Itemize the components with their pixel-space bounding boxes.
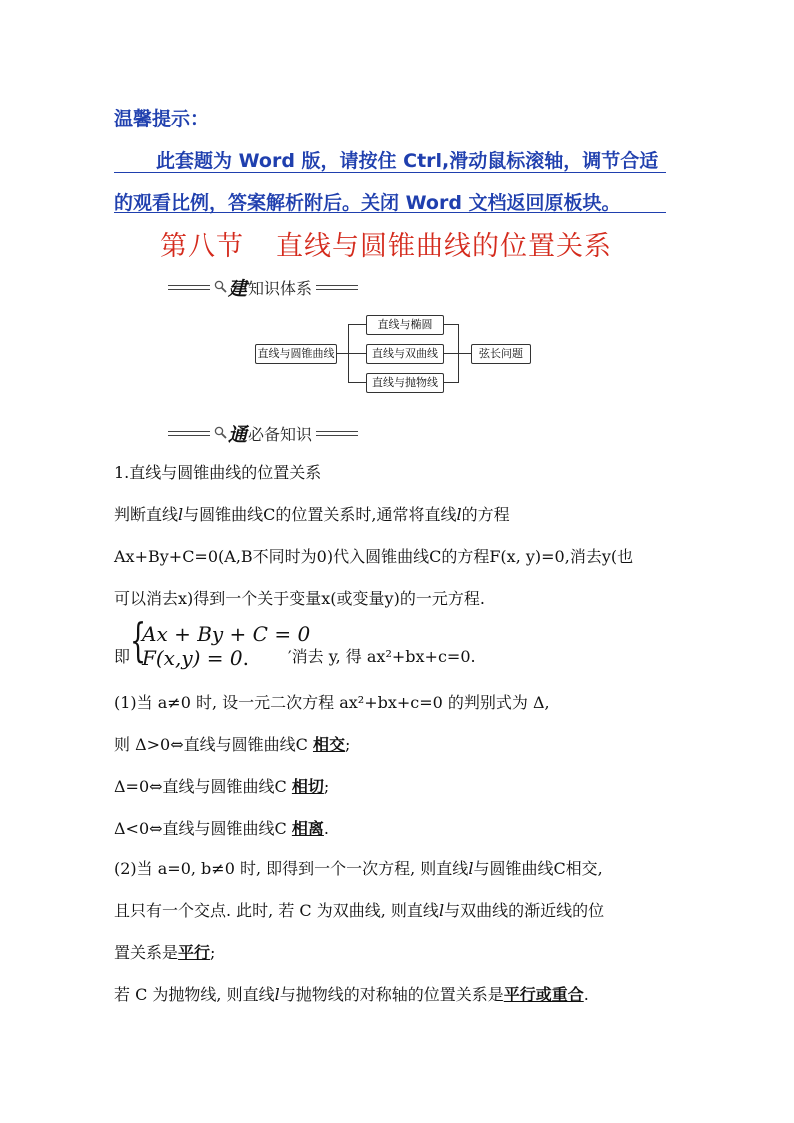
section-title	[160, 224, 612, 263]
diagram-result-box: 弦长问题	[471, 344, 531, 364]
text-run: ;	[210, 943, 216, 962]
magnifier-icon	[214, 424, 227, 443]
tip-line-2: 的观看比例，答案解析附后。关闭 Word 文档返回原板块。	[114, 192, 621, 214]
text-run: 与抛物线的对称轴的位置关系是	[279, 985, 504, 1004]
badge-character: 建	[228, 278, 248, 300]
paragraph-line: Ax+By+C=0(A,B不同时为0)代入圆锥曲线C的方程F(x, y)=0,消去y(也	[114, 547, 634, 566]
double-rule-right	[316, 285, 358, 290]
math-l: l	[178, 505, 184, 524]
text-run: ;	[323, 777, 330, 796]
text-run: 与圆锥曲线C的位置关系时,通常将直线	[183, 505, 457, 524]
case-1-line: (1)当 a≠0 时, 设一元二次方程 ax²+bx+c=0 的判别式为 Δ,	[114, 693, 550, 712]
diagram-branch-box: 直线与双曲线	[366, 344, 444, 364]
text-run: 的方程	[461, 505, 510, 524]
condition-line	[114, 774, 329, 797]
condition-line	[114, 732, 350, 755]
text-run: 且只有一个交点. 此时, 若 C 为双曲线, 则直线	[114, 901, 439, 920]
double-rule-left	[168, 431, 210, 436]
subsection-heading: 1.直线与圆锥曲线的位置关系	[114, 463, 322, 482]
text-run: 若 C 为抛物线, 则直线	[114, 985, 275, 1004]
tip-underline-2	[114, 212, 666, 213]
text-run: Δ<0⇔直线与圆锥曲线C	[114, 819, 292, 838]
equation-period: .	[242, 646, 249, 670]
double-rule-right	[316, 431, 358, 436]
answer-text: 平行	[178, 943, 211, 962]
tip-line-1: 此套题为 Word 版，请按住 Ctrl,滑动鼠标滚轴，调节合适	[156, 150, 659, 172]
equation-text: F(x,y) = 0	[142, 646, 243, 670]
connector-line	[348, 353, 366, 354]
paragraph-line	[114, 502, 510, 525]
badge-character: 通	[228, 424, 248, 446]
math-l: l	[438, 901, 445, 920]
text-run: .	[583, 985, 589, 1004]
text-run: (2)当 a=0, b≠0 时, 即得到一个一次方程, 则直线	[114, 859, 469, 878]
text-run: ;	[344, 735, 351, 754]
connector-line	[336, 353, 348, 354]
equation-line-2	[142, 646, 249, 670]
text-run: 置关系是	[114, 943, 179, 962]
connector-line	[444, 324, 458, 325]
ji-label: 即	[114, 647, 131, 666]
case-2-line	[114, 940, 215, 963]
connector-line	[348, 324, 366, 325]
text-run: 与圆锥曲线C相交,	[473, 859, 603, 878]
math-l: l	[274, 985, 280, 1004]
diagram-root-box: 直线与圆锥曲线	[255, 344, 337, 364]
connector-line	[348, 382, 366, 383]
case-2-line	[114, 856, 603, 879]
answer-text: 相离	[291, 819, 324, 838]
math-l: l	[456, 505, 462, 524]
equation-line-1: Ax + By + C = 0	[142, 622, 311, 646]
heading-text: 知识体系	[248, 279, 313, 298]
answer-text: 相交	[312, 735, 345, 754]
section-number: 第八节	[160, 231, 244, 262]
heading-essential-knowledge	[168, 420, 358, 447]
connector-line	[444, 353, 458, 354]
connector-line	[458, 353, 471, 354]
magnifier-icon	[214, 278, 227, 297]
answer-text: 平行或重合	[503, 985, 584, 1004]
condition-line	[114, 816, 329, 839]
answer-text: 相切	[291, 777, 324, 796]
text-run: Δ=0⇔直线与圆锥曲线C	[114, 777, 292, 796]
case-2-line	[114, 898, 604, 921]
heading-knowledge-system	[168, 274, 358, 301]
text-run: 判断直线	[114, 505, 179, 524]
paragraph-line: 可以消去x)得到一个关于变量x(或变量y)的一元方程.	[114, 589, 485, 608]
section-title-text: 直线与圆锥曲线的位置关系	[276, 231, 612, 262]
text-run: 与双曲线的渐近线的位	[444, 901, 605, 920]
diagram-branch-box: 直线与椭圆	[366, 315, 444, 335]
tip-title: 温馨提示：	[114, 108, 210, 130]
text-run: 则 Δ>0⇔直线与圆锥曲线C	[114, 735, 313, 754]
text-run: .	[323, 819, 329, 838]
left-brace: {	[130, 613, 147, 667]
math-l: l	[468, 859, 474, 878]
case-2-line	[114, 982, 589, 1005]
heading-text: 必备知识	[248, 425, 313, 444]
diagram-branch-box: 直线与抛物线	[366, 373, 444, 393]
double-rule-left	[168, 285, 210, 290]
equation-after-text: ′消去 y, 得 ax²+bx+c=0.	[288, 647, 476, 666]
connector-line	[444, 382, 458, 383]
tip-underline-1	[114, 172, 666, 173]
